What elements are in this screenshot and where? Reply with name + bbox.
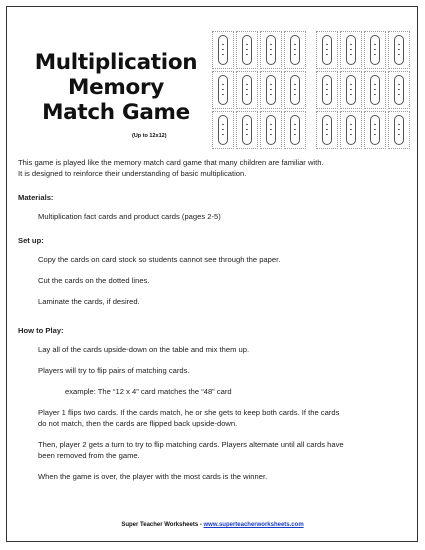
materials-heading: Materials: [18, 193, 54, 202]
card-thumbnail-mark [398, 134, 400, 135]
card-thumbnail-mark [222, 54, 224, 55]
card-thumbnail [316, 111, 338, 149]
card-thumbnail-mark [326, 129, 328, 130]
card-thumbnail-mark [246, 84, 248, 85]
card-thumbnail-mark [246, 124, 248, 125]
card-thumbnail-mark [294, 84, 296, 85]
card-thumbnail-mark [294, 124, 296, 125]
card-thumbnail-mark [350, 44, 352, 45]
card-thumbnail-mark [270, 94, 272, 95]
card-thumbnail-shape [394, 35, 404, 65]
card-thumbnail-shape [346, 35, 356, 65]
card-thumbnail-mark [270, 129, 272, 130]
card-thumbnail-mark [374, 94, 376, 95]
card-thumbnail-mark [294, 54, 296, 55]
footer-separator: - [198, 522, 204, 528]
card-thumbnail [284, 111, 306, 149]
card-thumbnail-mark [270, 89, 272, 90]
card-thumbnail [340, 71, 362, 109]
card-thumbnail-shape [370, 35, 380, 65]
card-thumbnail [388, 71, 410, 109]
card-thumbnail-shape [346, 115, 356, 145]
card-thumbnail [364, 111, 386, 149]
card-thumbnail [388, 31, 410, 69]
card-thumbnail [364, 71, 386, 109]
card-illustration [212, 31, 408, 150]
card-thumbnail [236, 71, 258, 109]
card-thumbnail-mark [222, 84, 224, 85]
materials-item: Multiplication fact cards and product cards (pages 2-5) [38, 212, 221, 221]
card-thumbnail [236, 31, 258, 69]
card-thumbnail-mark [246, 44, 248, 45]
card-thumbnail-mark [222, 134, 224, 135]
footer-link[interactable]: www.superteacherworksheets.com [203, 522, 304, 528]
card-thumbnail-mark [246, 134, 248, 135]
card-thumbnail-mark [270, 134, 272, 135]
card-thumbnail-mark [270, 44, 272, 45]
card-thumbnail-mark [398, 84, 400, 85]
card-thumbnail-mark [398, 89, 400, 90]
card-thumbnail-shape [266, 75, 276, 105]
card-thumbnail-mark [294, 44, 296, 45]
card-thumbnail-mark [326, 89, 328, 90]
card-thumbnail [284, 71, 306, 109]
card-thumbnail [364, 31, 386, 69]
card-thumbnail-shape [266, 115, 276, 145]
page-title [18, 50, 214, 125]
card-thumbnail-shape [242, 75, 252, 105]
card-thumbnail-shape [290, 35, 300, 65]
card-thumbnail-mark [398, 124, 400, 125]
card-thumbnail-mark [398, 94, 400, 95]
howto-step-3-line-1: Player 1 flips two cards. If the cards match, he or she gets to keep both cards. If the cards [38, 408, 340, 417]
card-thumbnail-mark [398, 44, 400, 45]
title-line-3: Match Game [42, 100, 190, 125]
card-thumbnail-mark [222, 89, 224, 90]
card-thumbnail-shape [218, 115, 228, 145]
card-thumbnail [340, 111, 362, 149]
card-thumbnail-mark [246, 94, 248, 95]
card-thumbnail-mark [398, 49, 400, 50]
card-thumbnail-mark [398, 129, 400, 130]
intro-line-2: It is designed to reinforce their understanding of basic multiplication. [18, 169, 247, 178]
howto-step-1: Lay all of the cards upside-down on the table and mix them up. [38, 345, 250, 354]
card-thumbnail-mark [222, 124, 224, 125]
setup-step-1: Copy the cards on card stock so students cannot see through the paper. [38, 255, 281, 264]
card-thumbnail-mark [350, 84, 352, 85]
card-thumbnail [212, 31, 234, 69]
page-subtitle: (Up to 12x12) [132, 133, 167, 139]
howto-step-4-line-1: Then, player 2 gets a turn to try to flip matching cards. Players alternate until all cards have [38, 440, 344, 449]
card-thumbnail [316, 71, 338, 109]
card-thumbnail-mark [374, 84, 376, 85]
title-line-2: Memory [68, 75, 164, 100]
card-thumbnail-mark [246, 89, 248, 90]
howto-step-3-line-2: do not match, then the cards are flipped back upside-down. [38, 419, 238, 428]
card-thumbnail-shape [242, 115, 252, 145]
card-thumbnail-mark [350, 129, 352, 130]
howto-step-5: When the game is over, the player with the most cards is the winner. [38, 472, 268, 481]
card-thumbnail-shape [290, 115, 300, 145]
card-thumbnail-mark [270, 54, 272, 55]
card-thumbnail-mark [374, 134, 376, 135]
card-thumbnail-mark [374, 44, 376, 45]
card-thumbnail-shape [322, 115, 332, 145]
card-thumbnail-mark [350, 124, 352, 125]
card-thumbnail-mark [326, 134, 328, 135]
card-thumbnail [212, 71, 234, 109]
card-thumbnail-mark [350, 94, 352, 95]
card-thumbnail-shape [290, 75, 300, 105]
card-thumbnail-mark [294, 89, 296, 90]
footer [0, 522, 425, 528]
card-thumbnail-mark [222, 49, 224, 50]
card-thumbnail-mark [246, 49, 248, 50]
card-thumbnail-mark [374, 89, 376, 90]
card-thumbnail-mark [270, 124, 272, 125]
card-thumbnail-mark [350, 134, 352, 135]
card-thumbnail-mark [374, 54, 376, 55]
card-thumbnail [236, 111, 258, 149]
card-thumbnail [260, 31, 282, 69]
card-thumbnail-mark [270, 49, 272, 50]
card-thumbnail-shape [370, 115, 380, 145]
card-thumbnail-mark [374, 129, 376, 130]
card-thumbnail-mark [294, 49, 296, 50]
card-thumbnail-mark [326, 94, 328, 95]
card-thumbnail-mark [326, 54, 328, 55]
card-thumbnail-mark [222, 94, 224, 95]
card-thumbnail [212, 111, 234, 149]
card-thumbnail-mark [374, 124, 376, 125]
card-thumbnail-shape [394, 75, 404, 105]
card-thumbnail-mark [222, 129, 224, 130]
intro-line-1: This game is played like the memory match card game that many children are familiar with. [18, 158, 324, 167]
title-line-1: Multiplication [34, 50, 198, 75]
card-thumbnail-mark [270, 84, 272, 85]
card-thumbnail [260, 71, 282, 109]
card-thumbnail [388, 111, 410, 149]
card-thumbnail [316, 31, 338, 69]
card-thumbnail-mark [350, 49, 352, 50]
card-thumbnail-mark [326, 49, 328, 50]
card-thumbnail-shape [242, 35, 252, 65]
card-thumbnail-shape [266, 35, 276, 65]
howto-example: example: The “12 x 4” card matches the “48” card [65, 387, 232, 396]
card-thumbnail-mark [222, 44, 224, 45]
setup-step-2: Cut the cards on the dotted lines. [38, 276, 150, 285]
card-thumbnail-mark [374, 49, 376, 50]
card-thumbnail-shape [218, 35, 228, 65]
card-thumbnail-shape [322, 75, 332, 105]
card-thumbnail-mark [294, 134, 296, 135]
card-thumbnail [260, 111, 282, 149]
card-thumbnail-mark [294, 129, 296, 130]
howto-heading: How to Play: [18, 326, 64, 335]
setup-step-3: Laminate the cards, if desired. [38, 297, 140, 306]
footer-brand: Super Teacher Worksheets [121, 522, 199, 528]
card-thumbnail-shape [370, 75, 380, 105]
howto-step-4-line-2: been removed from the game. [38, 451, 140, 460]
card-thumbnail-mark [326, 124, 328, 125]
howto-step-2: Players will try to flip pairs of matching cards. [38, 366, 190, 375]
card-thumbnail-mark [246, 129, 248, 130]
card-thumbnail-mark [350, 89, 352, 90]
setup-heading: Set up: [18, 236, 44, 245]
card-thumbnail-mark [326, 84, 328, 85]
card-thumbnail-shape [218, 75, 228, 105]
card-thumbnail-shape [394, 115, 404, 145]
card-thumbnail-mark [326, 44, 328, 45]
card-thumbnail-mark [294, 94, 296, 95]
card-thumbnail-shape [322, 35, 332, 65]
card-thumbnail-mark [398, 54, 400, 55]
card-thumbnail [284, 31, 306, 69]
card-thumbnail [340, 31, 362, 69]
card-thumbnail-mark [246, 54, 248, 55]
card-thumbnail-mark [350, 54, 352, 55]
card-thumbnail-shape [346, 75, 356, 105]
